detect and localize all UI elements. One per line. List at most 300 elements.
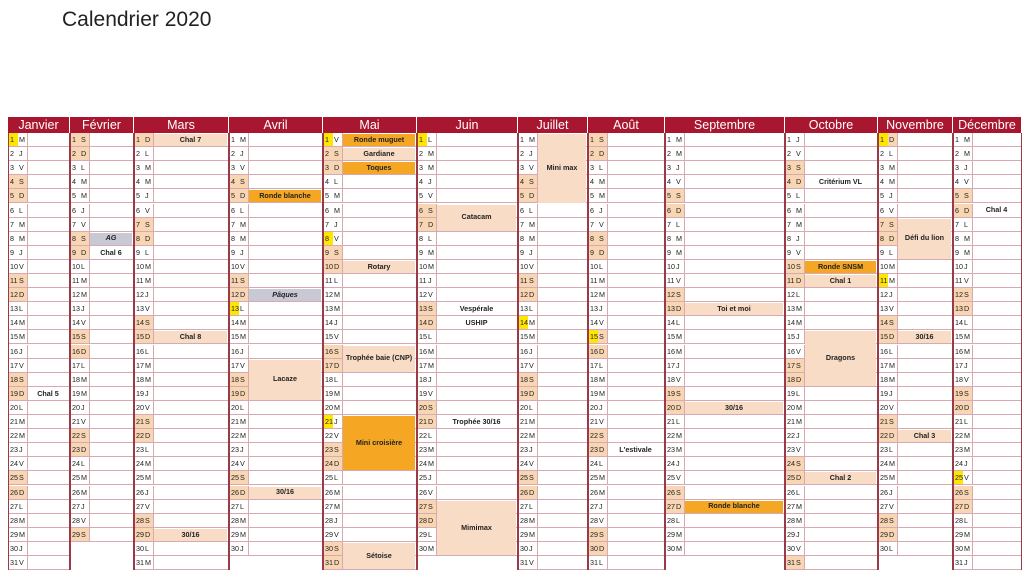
cell-divider [342,373,343,386]
day-row [230,133,322,147]
calendar-event[interactable]: Chal 5 [37,388,59,398]
weekday-letter: S [599,135,604,144]
month-column [8,133,70,570]
cell-divider [27,189,28,202]
day-row [71,204,133,218]
weekday-letter: V [428,290,433,300]
day-row [9,401,69,415]
cell-divider [684,345,685,358]
weekday-letter: J [145,388,149,398]
day-row [879,204,952,218]
day-number: 5 [955,191,959,201]
cell-divider [153,500,154,513]
day-number: 11 [955,276,963,285]
day-row [786,514,877,528]
day-number: 15 [419,332,427,342]
day-row [589,471,664,485]
day-number: 10 [955,261,963,271]
day-number: 17 [231,360,239,370]
cell-divider [684,330,685,343]
day-row [589,330,664,344]
cell-divider [804,133,805,146]
day-number: 10 [787,261,795,271]
calendar-event[interactable]: Chal 7 [154,134,227,146]
day-number: 2 [667,149,671,159]
day-row [954,471,1021,485]
weekday-letter: M [964,346,970,356]
day-number: 28 [231,515,239,525]
calendar-event[interactable]: Dragons [805,331,876,385]
calendar-event[interactable]: Défi du lion [898,219,951,259]
day-number: 3 [520,163,524,173]
cell-divider [89,471,90,484]
weekday-letter: D [529,290,535,300]
calendar-event[interactable]: Mini max [538,134,586,203]
cell-divider [89,274,90,287]
day-row [666,133,784,147]
cell-divider [684,443,685,456]
day-number: 30 [231,543,239,553]
cell-divider [248,471,249,484]
day-row [135,189,228,203]
day-number: 11 [590,276,598,285]
calendar-event[interactable]: Mini croisière [343,416,415,470]
day-number: 8 [590,233,594,243]
month-header: Août [588,117,665,133]
day-number: 30 [136,543,144,553]
calendar-event[interactable]: Chal 2 [805,472,876,484]
day-number: 25 [667,473,675,483]
day-row [954,232,1021,246]
day-row [9,161,69,175]
day-number: 19 [520,388,528,398]
day-number: 24 [955,459,963,469]
weekday-letter: M [889,360,895,370]
cell-divider [27,161,28,174]
cell-divider [684,133,685,146]
calendar-event[interactable]: Ronde blanche [249,190,321,202]
day-number: 16 [667,346,675,356]
day-number: 5 [419,191,423,201]
day-number: 8 [231,233,235,243]
cell-divider [607,486,608,499]
weekday-letter: L [676,515,680,525]
cell-divider [804,528,805,541]
day-number: 24 [419,459,427,469]
day-number: 3 [787,163,791,173]
day-number: 6 [520,205,524,215]
day-number: 30 [590,543,598,553]
day-row [135,429,228,443]
calendar-event[interactable]: Catacam [437,205,516,231]
day-row [786,387,877,401]
cell-divider [27,556,28,569]
weekday-letter: V [676,177,681,187]
cell-divider [607,528,608,541]
day-number: 15 [955,332,963,342]
cell-divider [248,345,249,358]
day-number: 2 [880,149,884,159]
day-number: 8 [955,233,959,243]
calendar-event[interactable]: Gardiane [343,148,415,160]
weekday-letter: J [145,487,149,497]
cell-divider [607,218,608,231]
weekday-letter: S [334,149,339,159]
calendar-event[interactable]: Rotary [343,261,415,273]
cell-divider [342,302,343,315]
cell-divider [248,457,249,470]
weekday-letter: M [529,318,535,328]
weekday-letter: V [529,360,534,370]
cell-divider [684,189,685,202]
day-row [954,457,1021,471]
weekday-letter: M [599,473,605,483]
day-number: 15 [667,332,675,342]
calendar-event[interactable]: 30/16 [154,529,227,541]
day-number: 2 [72,149,76,159]
day-number: 13 [72,304,80,314]
day-row [71,274,133,288]
day-row [589,260,664,274]
calendar-event[interactable]: Chal 1 [805,275,876,287]
weekday-letter: J [796,135,800,144]
cell-divider [89,415,90,428]
weekday-letter: L [529,402,533,412]
day-number: 27 [590,501,598,511]
day-number: 12 [955,290,963,300]
cell-divider [436,359,437,372]
weekday-letter: D [964,205,970,215]
day-row [666,232,784,246]
weekday-letter: S [796,360,801,370]
cell-divider [153,486,154,499]
cell-divider [153,542,154,555]
day-row [879,345,952,359]
cell-divider [248,232,249,245]
calendar-event[interactable]: Ronde blanche [685,501,783,513]
day-row [135,218,228,232]
weekday-letter: M [81,191,87,201]
day-row [418,471,517,485]
weekday-letter: J [676,261,680,271]
month-column [878,133,953,570]
day-number: 2 [136,149,140,159]
weekday-letter: J [529,247,533,257]
weekday-letter: J [19,149,23,159]
cell-divider [972,471,973,484]
calendar-event[interactable]: L'estivale [619,444,652,454]
calendar-event[interactable]: Chal 3 [898,430,951,442]
weekday-letter: D [676,501,682,511]
cell-divider [436,232,437,245]
calendar-event[interactable]: AG [90,233,132,245]
day-row [589,246,664,260]
day-number: 28 [10,515,18,525]
cell-divider [89,288,90,301]
day-number: 17 [667,360,675,370]
day-number: 9 [72,247,76,257]
cell-divider [89,218,90,231]
day-number: 13 [667,304,675,314]
day-row [418,161,517,175]
cell-divider [684,457,685,470]
cell-divider [607,133,608,146]
day-number: 12 [10,290,18,300]
calendar-event[interactable]: Toi et moi [685,303,783,315]
weekday-letter: M [796,318,802,328]
day-row [230,330,322,344]
day-row [9,232,69,246]
day-number: 21 [955,417,963,426]
day-row [666,246,784,260]
cell-divider [607,204,608,217]
weekday-letter: M [145,261,151,271]
day-row [135,387,228,401]
day-row [135,232,228,246]
day-number: 9 [325,247,329,257]
weekday-letter: D [529,487,535,497]
day-number: 23 [787,445,795,455]
cell-divider [153,429,154,442]
day-row [230,457,322,471]
calendar-event[interactable]: Ronde muguet [343,134,415,146]
day-number: 3 [955,163,959,173]
weekday-letter: S [428,304,433,314]
calendar-event[interactable]: Vespérale [459,303,494,313]
day-row [589,232,664,246]
day-number: 7 [787,219,791,229]
weekday-letter: M [145,473,151,483]
day-number: 24 [520,459,528,469]
weekday-letter: M [676,431,682,441]
day-number: 29 [955,529,963,539]
day-row [519,542,587,556]
day-row [879,486,952,500]
weekday-letter: L [145,346,149,356]
day-number: 29 [880,529,888,539]
day-row [519,401,587,415]
calendar-event[interactable]: 30/16 [685,402,783,414]
day-row [71,316,133,330]
day-number: 24 [10,459,18,469]
weekday-letter: M [240,332,246,342]
day-number: 16 [955,346,963,356]
cell-divider [436,373,437,386]
day-row [519,528,587,542]
day-row [230,175,322,189]
weekday-letter: D [529,191,535,201]
day-number: 17 [880,360,888,370]
calendar-event[interactable]: Lacaze [249,360,321,400]
cell-divider [89,387,90,400]
day-number: 4 [10,177,14,187]
day-row [71,528,133,542]
day-number: 20 [667,402,675,412]
day-row [418,189,517,203]
weekday-letter: L [240,501,244,511]
cell-divider [436,161,437,174]
day-number: 6 [590,205,594,215]
day-row [135,161,228,175]
weekday-letter: D [599,445,605,455]
weekday-letter: V [81,417,86,426]
calendar-event[interactable]: Toques [343,162,415,174]
day-number: 3 [72,163,76,173]
calendar-event[interactable]: Ronde SNSM [805,261,876,273]
month-column [70,133,134,570]
calendar-event[interactable]: Trophée 30/16 [452,416,501,426]
day-number: 7 [880,219,884,229]
weekday-letter: L [19,501,23,511]
calendar-event[interactable]: Mimimax [437,501,516,555]
calendar-event[interactable]: Chal 4 [985,205,1008,215]
day-number: 31 [325,558,333,567]
day-number: 1 [231,135,235,144]
day-row [666,204,784,218]
weekday-letter: J [81,205,85,215]
day-number: 12 [520,290,528,300]
day-row [666,373,784,387]
weekday-letter: S [599,233,604,243]
day-row [9,147,69,161]
day-row [418,147,517,161]
day-number: 21 [590,417,598,426]
day-row [71,415,133,429]
day-row [9,542,69,556]
day-row [589,147,664,161]
day-number: 5 [667,191,671,201]
day-number: 7 [10,219,14,229]
calendar-event[interactable]: 30/16 [249,487,321,499]
day-number: 4 [136,177,140,187]
weekday-letter: L [676,417,680,426]
day-row [71,443,133,457]
day-number: 18 [787,374,795,384]
cell-divider [537,302,538,315]
weekday-letter: J [145,290,149,300]
cell-divider [897,147,898,160]
day-number: 19 [325,388,333,398]
day-row [519,232,587,246]
day-row [954,288,1021,302]
day-number: 3 [667,163,671,173]
day-number: 8 [136,233,140,243]
weekday-letter: S [796,261,801,271]
weekday-letter: S [240,276,245,285]
day-row [135,471,228,485]
weekday-letter: M [145,360,151,370]
day-number: 7 [231,219,235,229]
day-number: 29 [590,529,598,539]
cell-divider [153,260,154,273]
weekday-letter: L [428,431,432,441]
cell-divider [607,457,608,470]
day-number: 21 [72,417,80,426]
day-row [879,387,952,401]
weekday-letter: L [145,543,149,553]
calendar-event[interactable]: Trophée baie (CNP) [343,346,415,372]
day-number: 4 [72,177,76,187]
weekday-letter: M [334,304,340,314]
day-row [71,218,133,232]
day-number: 12 [72,290,80,300]
day-row [9,373,69,387]
day-number: 9 [136,247,140,257]
day-row [954,542,1021,556]
cell-divider [897,387,898,400]
day-number: 18 [231,374,239,384]
weekday-letter: L [240,402,244,412]
day-number: 6 [880,205,884,215]
weekday-letter: M [145,177,151,187]
day-number: 30 [787,543,795,553]
weekday-letter: M [240,219,246,229]
day-number: 16 [520,346,528,356]
weekday-letter: M [240,417,246,426]
weekday-letter: L [796,191,800,201]
day-number: 14 [136,318,144,328]
day-number: 27 [667,501,675,511]
weekday-letter: M [796,417,802,426]
day-row [666,175,784,189]
day-number: 27 [231,501,239,511]
weekday-letter: L [599,459,603,469]
day-row [666,542,784,556]
day-number: 13 [231,304,239,314]
calendar-event[interactable]: Pâques [249,289,321,301]
day-number: 6 [955,205,959,215]
cell-divider [684,359,685,372]
calendar-event[interactable]: 30/16 [898,331,951,343]
calendar-event[interactable]: Chal 6 [100,247,122,257]
cell-divider [537,443,538,456]
day-row [589,161,664,175]
weekday-letter: L [334,177,338,187]
weekday-letter: J [676,163,680,173]
weekday-letter: J [796,332,800,342]
weekday-letter: D [599,543,605,553]
day-number: 11 [136,276,144,285]
day-number: 1 [136,135,140,144]
day-number: 12 [136,290,144,300]
weekday-letter: V [599,417,604,426]
calendar-event[interactable]: Sétoise [343,543,415,569]
weekday-letter: S [676,388,681,398]
cell-divider [89,345,90,358]
day-number: 30 [880,543,888,553]
weekday-letter: J [81,304,85,314]
calendar-event[interactable]: Critérium VL [818,177,863,187]
day-row [71,387,133,401]
calendar-event[interactable]: Chal 8 [154,331,227,343]
day-row [954,486,1021,500]
weekday-letter: S [81,431,86,441]
cell-divider [27,288,28,301]
day-row [71,373,133,387]
calendar-event[interactable]: USHIP [465,318,488,328]
weekday-letter: M [428,247,434,257]
weekday-letter: V [796,445,801,455]
day-row [9,175,69,189]
day-row [786,500,877,514]
day-number: 19 [590,388,598,398]
day-row [519,514,587,528]
day-row [9,556,69,570]
cell-divider [27,274,28,287]
day-row [71,288,133,302]
cell-divider [684,260,685,273]
cell-divider [607,401,608,414]
